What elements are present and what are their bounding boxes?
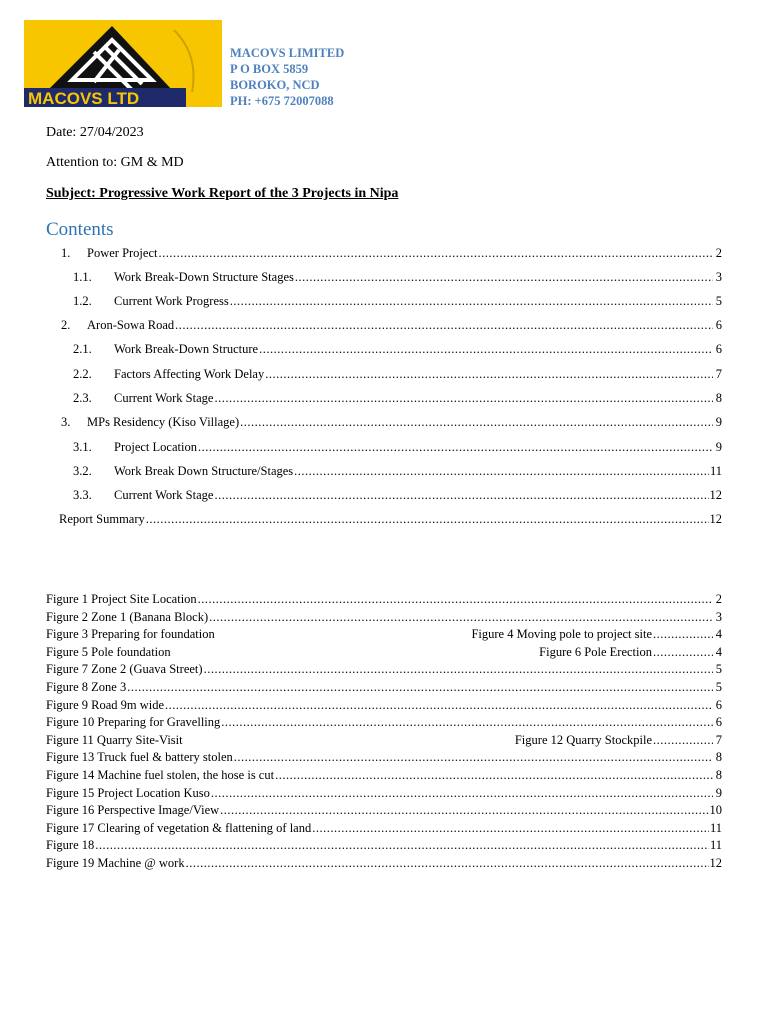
figure-entry[interactable] (46, 698, 722, 715)
date-line: Date: 27/04/2023 (46, 125, 144, 140)
toc-label: Current Work Progress (114, 294, 229, 308)
toc-page-number: 9 (715, 440, 722, 454)
figure-page-number: 8 (715, 750, 722, 764)
figure-label: Figure 15 Project Location Kuso (46, 786, 210, 800)
figure-leader (653, 733, 713, 748)
figure-label: Figure 3 Preparing for foundation (46, 627, 215, 641)
toc-number: 2.3. (73, 391, 92, 405)
figure-leader (275, 768, 713, 783)
toc-page-number: 2 (715, 246, 722, 260)
toc-number: 3. (61, 415, 71, 429)
company-phone: PH: +675 72007088 (230, 94, 334, 108)
toc-entry[interactable] (73, 391, 722, 409)
toc-label: MPs Residency (Kiso Village) (87, 415, 240, 429)
figure-label: Figure 1 Project Site Location (46, 592, 197, 606)
toc-page-number: 7 (715, 367, 722, 381)
figure-label: Figure 13 Truck fuel & battery stolen (46, 750, 233, 764)
figure-label: Figure 7 Zone 2 (Guava Street) (46, 662, 203, 676)
toc-label: Project Location (114, 440, 197, 454)
figure-label: Figure 11 Quarry Site-Visit (46, 733, 183, 747)
company-pobox: P O BOX 5859 (230, 62, 309, 76)
logo-text: MACOVS LTD (28, 89, 140, 107)
toc-leader (295, 270, 713, 285)
figure-entry[interactable] (46, 645, 722, 662)
toc-page-number: 9 (715, 415, 722, 429)
toc-page-number: 8 (715, 391, 722, 405)
toc-label: Report Summary (59, 512, 145, 526)
toc-number: 3.3. (73, 488, 92, 502)
figure-leader (204, 662, 713, 677)
toc-number: 1.1. (73, 270, 92, 284)
figure-page-number: 6 (715, 715, 722, 729)
figure-leader (653, 627, 713, 642)
figure-page-number: 5 (715, 680, 722, 694)
figure-leader (653, 645, 713, 660)
figure-page-number: 11 (709, 821, 722, 835)
company-address (230, 45, 344, 109)
toc-label: Current Work Stage (114, 488, 214, 502)
figure-label: Figure 2 Zone 1 (Banana Block) (46, 610, 209, 624)
figure-leader (220, 803, 708, 818)
figure-page-number: 10 (709, 803, 722, 817)
figure-entry[interactable] (46, 821, 722, 838)
figure-entry[interactable] (46, 610, 722, 627)
toc-page-number: 12 (709, 488, 722, 502)
toc-page-number: 3 (715, 270, 722, 284)
figure-label: Figure 18 (46, 838, 95, 852)
toc-number: 2. (61, 318, 71, 332)
figure-label: Figure 4 Moving pole to project site (471, 627, 652, 641)
toc-entry[interactable] (61, 318, 722, 336)
company-city: BOROKO, NCD (230, 78, 320, 92)
figure-page-number: 12 (709, 856, 722, 870)
figure-entry[interactable] (46, 733, 722, 750)
toc-page-number: 12 (709, 512, 722, 526)
toc-number: 1.2. (73, 294, 92, 308)
figure-entry[interactable] (46, 838, 722, 855)
figure-leader (95, 838, 709, 853)
figure-leader (221, 715, 713, 730)
contents-heading: Contents (46, 219, 114, 240)
figure-label: Figure 19 Machine @ work (46, 856, 185, 870)
toc-number: 2.2. (73, 367, 92, 381)
figure-label: Figure 10 Preparing for Gravelling (46, 715, 221, 729)
toc-label: Work Break-Down Structure (114, 342, 259, 356)
figure-label: Figure 17 Clearing of vegetation & flattening of land (46, 821, 312, 835)
toc-leader (259, 342, 713, 357)
figure-page-number: 11 (709, 838, 722, 852)
figure-entry[interactable] (46, 592, 722, 609)
figure-entry[interactable] (46, 627, 722, 644)
toc-leader (214, 391, 713, 406)
toc-label: Factors Affecting Work Delay (114, 367, 265, 381)
figure-label: Figure 8 Zone 3 (46, 680, 127, 694)
toc-entry[interactable] (73, 367, 722, 385)
toc-page-number: 5 (715, 294, 722, 308)
toc-leader (175, 318, 713, 333)
toc-leader (214, 488, 708, 503)
toc-page-number: 6 (715, 342, 722, 356)
toc-entry[interactable] (73, 270, 722, 288)
figure-label: Figure 14 Machine fuel stolen, the hose is cut (46, 768, 275, 782)
figure-leader (186, 856, 709, 871)
toc-label: Work Break-Down Structure Stages (114, 270, 294, 284)
figure-page-number: 4 (715, 645, 722, 659)
figure-right-entry (539, 645, 722, 660)
figure-entry[interactable] (46, 715, 722, 732)
toc-entry[interactable] (61, 415, 722, 433)
figure-label: Figure 9 Road 9m wide (46, 698, 165, 712)
toc-number: 3.2. (73, 464, 92, 478)
attention-line: Attention to: GM & MD (46, 155, 184, 170)
figure-leader (234, 750, 713, 765)
figure-label: Figure 12 Quarry Stockpile (514, 733, 652, 747)
toc-label: Current Work Stage (114, 391, 214, 405)
figure-entry[interactable] (46, 803, 722, 820)
figure-label: Figure 6 Pole Erection (539, 645, 652, 659)
figure-page-number: 6 (715, 698, 722, 712)
figure-label: Figure 5 Pole foundation (46, 645, 171, 659)
toc-page-number: 11 (709, 464, 722, 478)
toc-leader (146, 512, 709, 527)
toc-page-number: 6 (715, 318, 722, 332)
company-name: MACOVS LIMITED (230, 46, 345, 60)
toc-entry[interactable] (73, 294, 722, 312)
toc-leader (265, 367, 713, 382)
figure-page-number: 7 (715, 733, 722, 747)
figure-leader (209, 610, 713, 625)
figure-right-entry (515, 733, 722, 748)
figure-entry[interactable] (46, 662, 722, 679)
toc-entry[interactable] (73, 440, 722, 458)
figure-page-number: 9 (715, 786, 722, 800)
toc-entry[interactable] (73, 488, 722, 506)
toc-leader (240, 415, 713, 430)
toc-entry[interactable] (73, 464, 722, 482)
toc-number: 2.1. (73, 342, 92, 356)
figure-entry[interactable] (46, 768, 722, 785)
toc-leader (230, 294, 713, 309)
toc-label: Power Project (87, 246, 158, 260)
subject-line: Subject: Progressive Work Report of the 3 Projects in Nipa (46, 186, 399, 201)
figure-leader (165, 698, 713, 713)
toc-label: Aron-Sowa Road (87, 318, 175, 332)
figure-right-entry (471, 627, 722, 642)
figure-page-number: 3 (715, 610, 722, 624)
figure-entry[interactable] (46, 786, 722, 803)
figure-page-number: 2 (715, 592, 722, 606)
figure-page-number: 4 (715, 627, 722, 641)
figure-leader (198, 592, 713, 607)
figure-entry[interactable] (46, 856, 722, 873)
toc-label: Work Break Down Structure/Stages (114, 464, 294, 478)
figure-label: Figure 16 Perspective Image/View (46, 803, 220, 817)
toc-entry[interactable] (59, 512, 722, 530)
figure-page-number: 5 (715, 662, 722, 676)
figure-entry[interactable] (46, 680, 722, 697)
figure-leader (211, 786, 713, 801)
toc-leader (158, 246, 713, 261)
figure-leader (127, 680, 713, 695)
toc-entry[interactable] (73, 342, 722, 360)
company-logo (24, 20, 222, 107)
figure-entry[interactable] (46, 750, 722, 767)
figure-leader (312, 821, 709, 836)
toc-leader (294, 464, 709, 479)
toc-number: 1. (61, 246, 71, 260)
toc-entry[interactable] (61, 246, 722, 264)
figure-page-number: 8 (715, 768, 722, 782)
toc-number: 3.1. (73, 440, 92, 454)
toc-leader (198, 440, 713, 455)
